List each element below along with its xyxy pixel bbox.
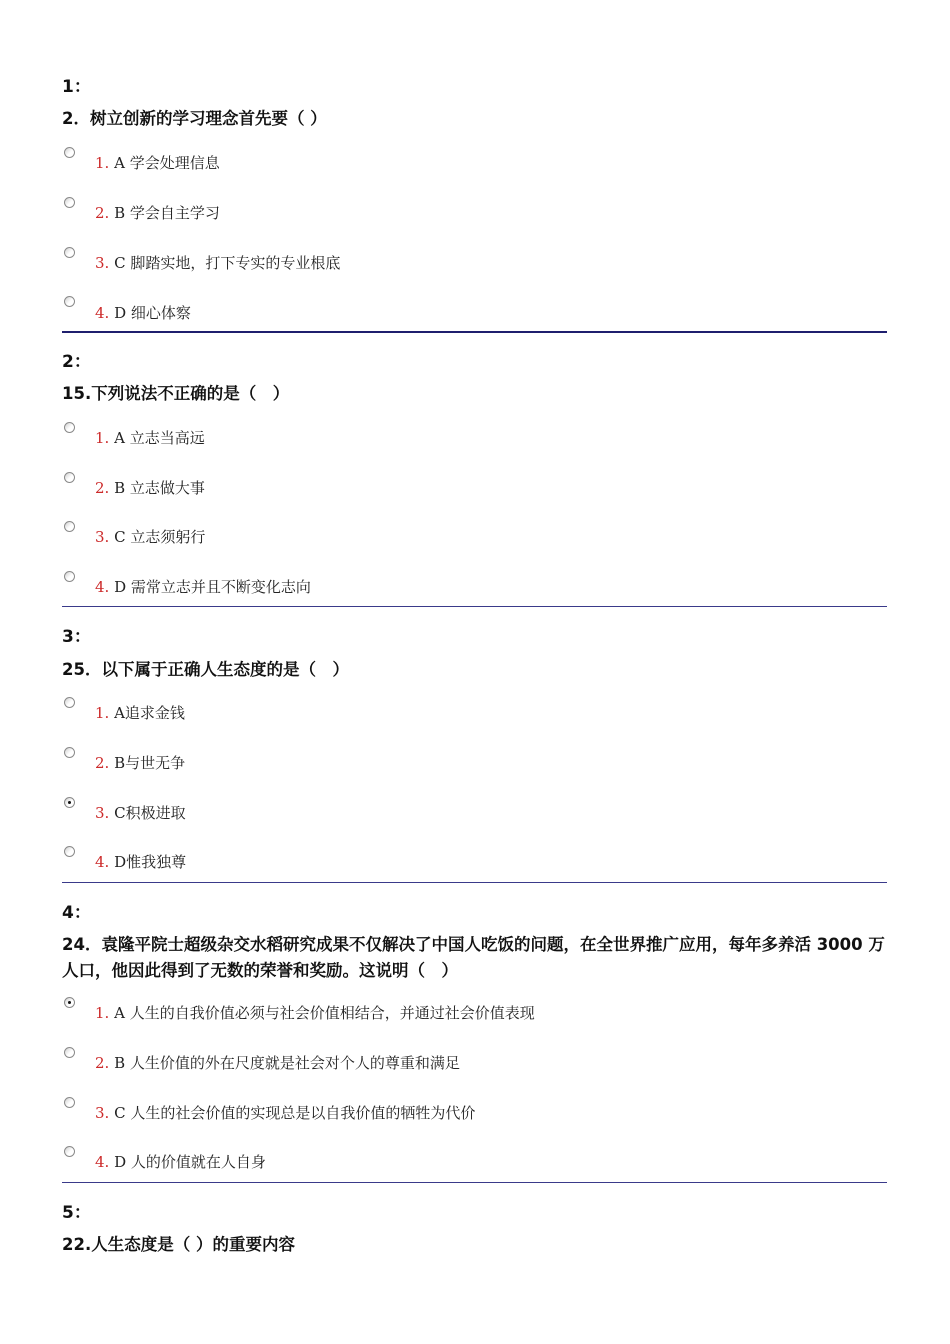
option-number: 2. — [95, 754, 110, 772]
option-text: B 学会自主学习 — [114, 204, 220, 222]
answer-option[interactable] — [95, 477, 205, 498]
radio-button[interactable] — [64, 521, 75, 532]
question-index: 5： — [62, 1203, 91, 1223]
option-number: 4. — [95, 853, 110, 871]
option-number: 2. — [95, 204, 110, 222]
radio-button[interactable] — [64, 147, 75, 158]
option-number: 3. — [95, 528, 110, 546]
option-number: 1. — [95, 154, 110, 172]
answer-option[interactable] — [95, 702, 185, 723]
answer-option[interactable] — [95, 526, 205, 547]
question-text: 2．树立创新的学习理念首先要（ ） — [62, 109, 327, 128]
option-text: B 立志做大事 — [114, 479, 205, 497]
question-divider — [62, 882, 887, 883]
question-divider — [62, 606, 887, 607]
answer-option[interactable] — [95, 802, 186, 823]
radio-button[interactable] — [64, 747, 75, 758]
option-number: 4. — [95, 578, 110, 596]
option-text: D 细心体察 — [114, 304, 191, 322]
radio-button[interactable] — [64, 422, 75, 433]
radio-button[interactable] — [64, 1047, 75, 1058]
option-text: A 立志当高远 — [114, 429, 205, 447]
radio-button[interactable] — [64, 296, 75, 307]
question-divider — [62, 1182, 887, 1183]
option-text: C 人生的社会价值的实现总是以自我价值的牺牲为代价 — [114, 1104, 476, 1122]
answer-option[interactable] — [95, 202, 220, 223]
question-index: 2： — [62, 352, 91, 372]
answer-option[interactable] — [95, 576, 311, 597]
question-text: 22.人生态度是（ ）的重要内容 — [62, 1235, 295, 1254]
answer-option[interactable] — [95, 152, 220, 173]
radio-button[interactable] — [64, 472, 75, 483]
answer-option[interactable] — [95, 302, 191, 323]
option-number: 3. — [95, 804, 110, 822]
answer-option[interactable] — [95, 252, 340, 273]
answer-option[interactable] — [95, 1002, 535, 1023]
option-text: A 人生的自我价值必须与社会价值相结合，并通过社会价值表现 — [114, 1004, 535, 1022]
option-number: 4. — [95, 1153, 110, 1171]
radio-button-selected[interactable] — [64, 797, 75, 808]
option-text: C 立志须躬行 — [114, 528, 206, 546]
question-index: 4： — [62, 903, 91, 923]
option-text: C 脚踏实地，打下专实的专业根底 — [114, 254, 341, 272]
radio-button[interactable] — [64, 1146, 75, 1157]
option-text: C积极进取 — [114, 804, 186, 822]
option-number: 3. — [95, 254, 110, 272]
option-text: A追求金钱 — [114, 704, 185, 722]
option-text: D惟我独尊 — [114, 853, 187, 871]
answer-option[interactable] — [95, 851, 186, 872]
option-number: 1. — [95, 704, 110, 722]
option-number: 3. — [95, 1104, 110, 1122]
answer-option[interactable] — [95, 427, 205, 448]
radio-button[interactable] — [64, 1097, 75, 1108]
radio-button[interactable] — [64, 697, 75, 708]
radio-button-selected[interactable] — [64, 997, 75, 1008]
option-text: D 需常立志并且不断变化志向 — [114, 578, 311, 596]
option-text: B 人生价值的外在尺度就是社会对个人的尊重和满足 — [114, 1054, 460, 1072]
option-number: 2. — [95, 479, 110, 497]
question-text: 24．袁隆平院士超级杂交水稻研究成果不仅解决了中国人吃饭的问题，在全世界推广应用，每年多养活 3000 万人口，他因此得到了无数的荣誉和奖励。这说明（ ） — [62, 935, 885, 980]
question-index: 1： — [62, 77, 91, 97]
answer-option[interactable] — [95, 1052, 460, 1073]
radio-button[interactable] — [64, 846, 75, 857]
answer-option[interactable] — [95, 1151, 266, 1172]
question-text: 15.下列说法不正确的是（ ） — [62, 384, 290, 403]
question-text: 25．以下属于正确人生态度的是（ ） — [62, 660, 349, 679]
option-number: 1. — [95, 429, 110, 447]
radio-button[interactable] — [64, 247, 75, 258]
answer-option[interactable] — [95, 1102, 475, 1123]
option-text: D 人的价值就在人自身 — [114, 1153, 266, 1171]
option-number: 2. — [95, 1054, 110, 1072]
option-text: B与世无争 — [114, 754, 186, 772]
option-text: A 学会处理信息 — [114, 154, 220, 172]
option-number: 1. — [95, 1004, 110, 1022]
question-divider — [62, 331, 887, 333]
radio-button[interactable] — [64, 197, 75, 208]
answer-option[interactable] — [95, 752, 185, 773]
radio-button[interactable] — [64, 571, 75, 582]
option-number: 4. — [95, 304, 110, 322]
question-index: 3： — [62, 627, 91, 647]
